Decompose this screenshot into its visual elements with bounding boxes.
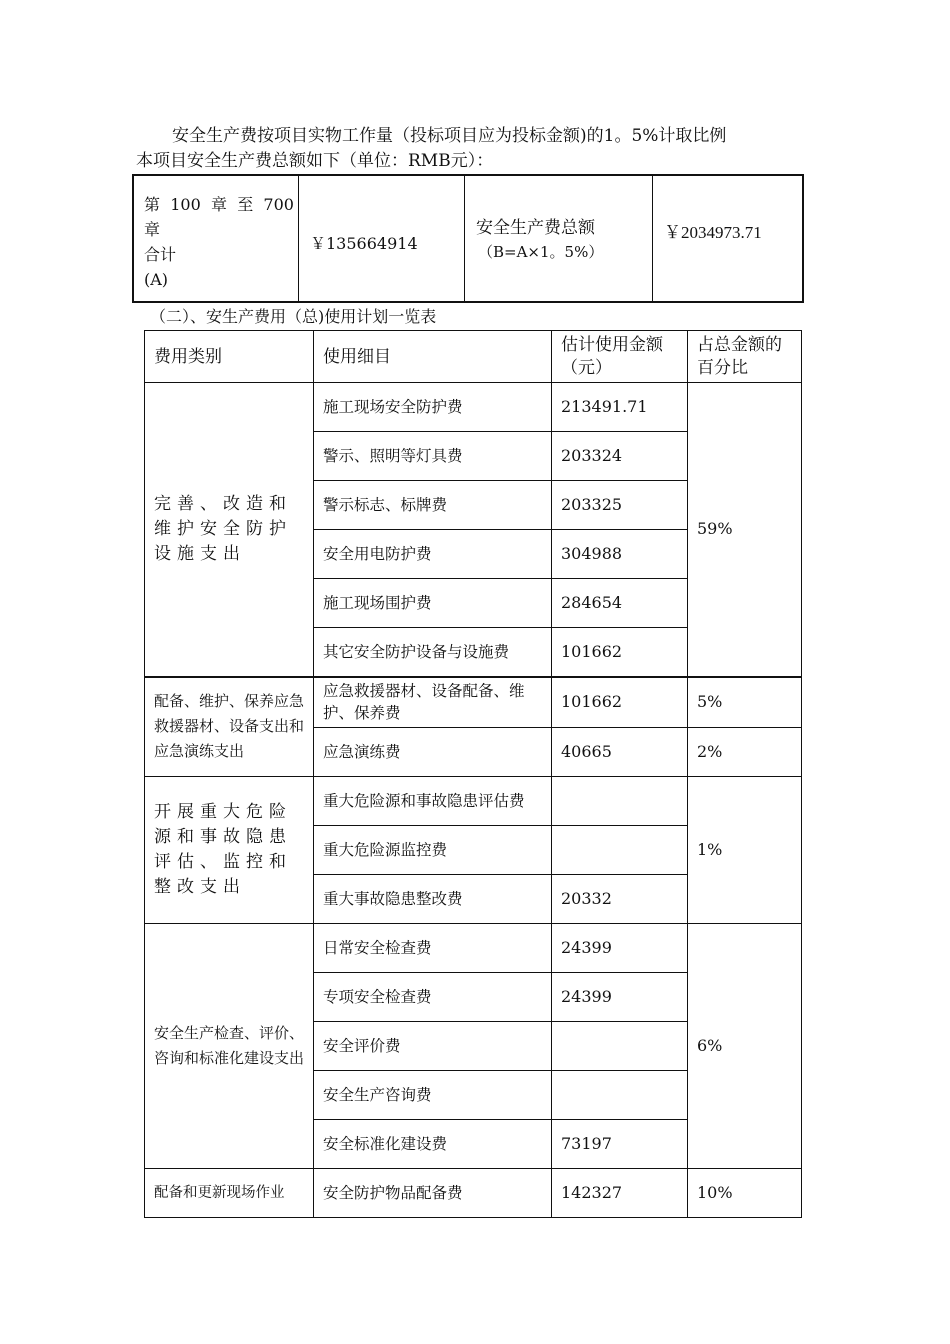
category-cell: 开展重大危险源和事故隐患评估、监控和整改支出: [145, 777, 314, 924]
amount-cell: 73197: [552, 1120, 688, 1169]
safety-total-label: [476, 216, 603, 301]
amount-cell: 203324: [552, 432, 688, 481]
percent-cell: 59%: [688, 383, 802, 677]
amount-cell: 40665: [552, 728, 688, 777]
safety-cost-plan-table: [144, 330, 802, 1218]
amount-cell: 101662: [552, 628, 688, 677]
detail-cell: 应急救援器材、设备配备、维护、保养费: [314, 677, 552, 728]
amount-cell: [552, 777, 688, 826]
detail-cell: 警示标志、标牌费: [314, 481, 552, 530]
detail-cell: 安全防护物品配备费: [314, 1169, 552, 1218]
chapter-symbol: (A): [144, 270, 169, 289]
detail-cell: 日常安全检查费: [314, 924, 552, 973]
chapter-word: 700: [263, 195, 294, 214]
detail-cell: 重大危险源和事故隐患评估费: [314, 777, 552, 826]
detail-cell: 安全评价费: [314, 1022, 552, 1071]
table-row: [145, 924, 802, 973]
percent-cell: 2%: [688, 728, 802, 777]
detail-cell: 施工现场围护费: [314, 579, 552, 628]
summary-box: [132, 174, 804, 303]
percent-cell: 10%: [688, 1169, 802, 1218]
detail-cell: 安全生产咨询费: [314, 1071, 552, 1120]
summary-divider: [652, 176, 653, 301]
detail-cell: 应急演练费: [314, 728, 552, 777]
detail-cell: 重大事故隐患整改费: [314, 875, 552, 924]
amount-cell: 24399: [552, 924, 688, 973]
summary-divider: [464, 176, 465, 301]
detail-cell: 警示、照明等灯具费: [314, 432, 552, 481]
safety-total-title: 安全生产费总额: [476, 218, 595, 238]
amount-cell: 101662: [552, 677, 688, 728]
detail-cell: 安全用电防护费: [314, 530, 552, 579]
summary-divider: [298, 176, 299, 301]
category-cell: 完善、改造和维护安全防护设施支出: [145, 383, 314, 677]
amount-cell: 284654: [552, 579, 688, 628]
amount-cell: [552, 1022, 688, 1071]
detail-cell: 施工现场安全防护费: [314, 383, 552, 432]
header-amount: 估计使用金额（元）: [552, 331, 688, 383]
category-cell: 配备、维护、保养应急救援器材、设备支出和应急演练支出: [145, 677, 314, 777]
header-detail: 使用细目: [314, 331, 552, 383]
table-row: [145, 383, 802, 432]
header-percent: 占总金额的百分比: [688, 331, 802, 383]
chapter-total-value: ￥135664914: [310, 234, 418, 253]
detail-cell: 其它安全防护设备与设施费: [314, 628, 552, 677]
chapter-word: 章: [144, 220, 161, 239]
table-row: [145, 677, 802, 728]
header-category: 费用类别: [145, 331, 314, 383]
chapter-word: 100: [170, 195, 201, 214]
percent-cell: 6%: [688, 924, 802, 1169]
detail-cell: 安全标准化建设费: [314, 1120, 552, 1169]
amount-cell: 142327: [552, 1169, 688, 1218]
amount-cell: 304988: [552, 530, 688, 579]
chapter-word: 第: [144, 195, 161, 214]
category-cell: 安全生产检查、评价、咨询和标准化建设支出: [145, 924, 314, 1169]
detail-cell: 重大危险源监控费: [314, 826, 552, 875]
amount-cell: 213491.71: [552, 383, 688, 432]
detail-cell: 专项安全检查费: [314, 973, 552, 1022]
safety-formula: （B=A×1。5%）: [478, 243, 604, 261]
percent-cell: 5%: [688, 677, 802, 728]
amount-cell: [552, 826, 688, 875]
plan-table-heading: （二）、安生产费用（总)使用计划一览表: [150, 307, 437, 326]
chapter-total-label: [144, 192, 294, 301]
amount-cell: 203325: [552, 481, 688, 530]
safety-total-value: ￥2034973.71: [664, 223, 762, 242]
amount-cell: [552, 1071, 688, 1120]
table-row: [145, 777, 802, 826]
category-cell: 配备和更新现场作业: [145, 1169, 314, 1218]
table-row: [145, 1169, 802, 1218]
chapter-word: 章: [210, 195, 227, 214]
intro-line-1: 安全生产费按项目实物工作量（投标项目应为投标金额)的1。5%计取比例: [172, 126, 727, 146]
chapter-sum-word: 合计: [144, 245, 177, 264]
table-header-row: [145, 331, 802, 383]
intro-line-2: 本项目安全生产费总额如下（单位：RMB元）：: [136, 151, 494, 171]
amount-cell: 20332: [552, 875, 688, 924]
amount-cell: 24399: [552, 973, 688, 1022]
percent-cell: 1%: [688, 777, 802, 924]
chapter-word: 至: [237, 195, 254, 214]
